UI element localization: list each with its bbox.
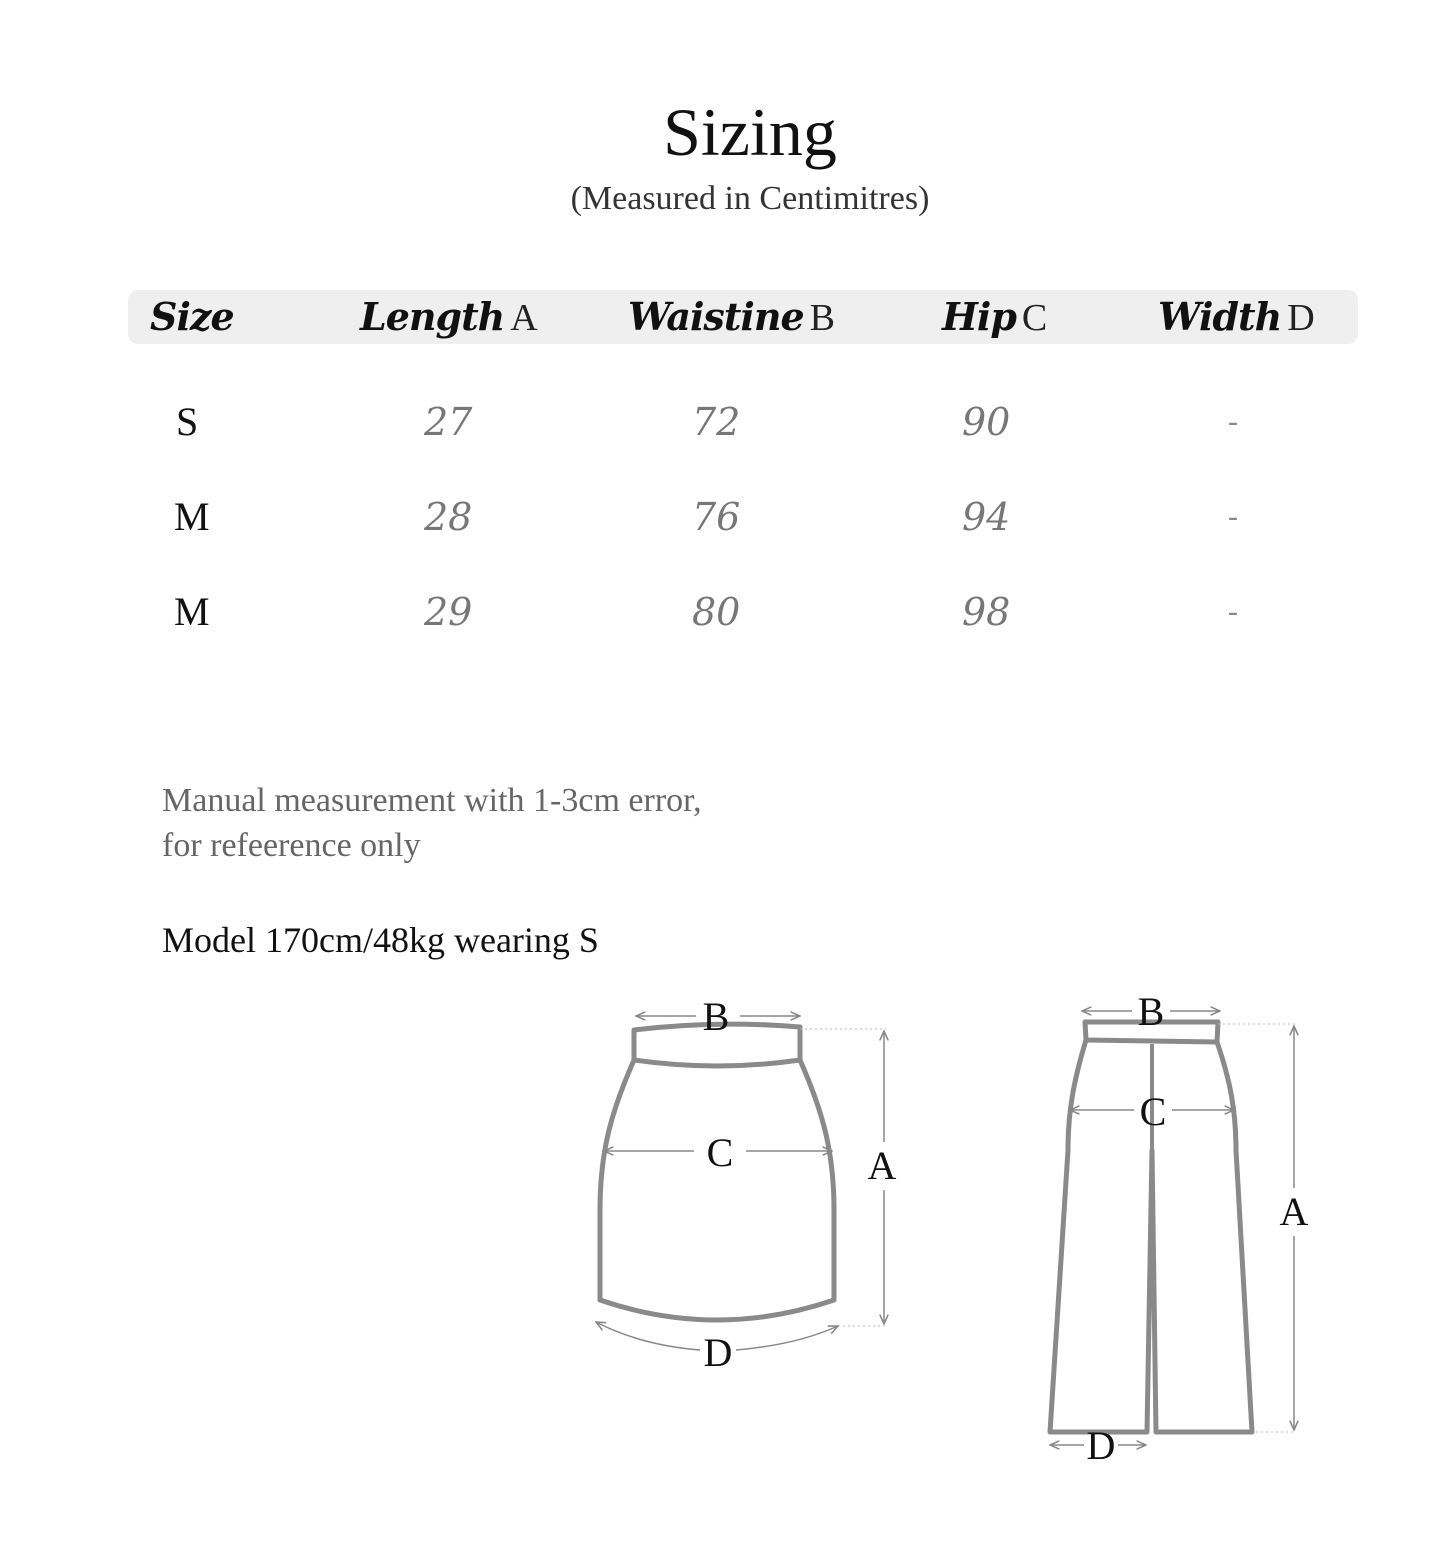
width-cell: - bbox=[1228, 500, 1238, 533]
waist-cell: 76 bbox=[692, 495, 741, 539]
model-info: Model 170cm/48kg wearing S bbox=[162, 920, 599, 960]
header-hip-letter: C bbox=[1021, 297, 1048, 339]
skirt-label-d: D bbox=[703, 1330, 733, 1375]
header-width-label: Width bbox=[1158, 294, 1282, 339]
width-cell: - bbox=[1228, 405, 1238, 438]
pants-label-b: B bbox=[1137, 989, 1165, 1034]
note-line-1: Manual measurement with 1-3cm error, bbox=[162, 782, 702, 819]
waist-cell: 80 bbox=[692, 590, 741, 634]
length-cell: 27 bbox=[424, 400, 473, 444]
hip-cell: 98 bbox=[962, 590, 1011, 634]
skirt-diagram bbox=[596, 994, 897, 1375]
size-cell: M bbox=[174, 589, 210, 634]
length-cell: 28 bbox=[424, 495, 473, 539]
header-hip-label: Hip bbox=[942, 294, 1016, 339]
width-cell: - bbox=[1228, 595, 1238, 628]
skirt-label-c: C bbox=[706, 1130, 734, 1175]
waist-cell: 72 bbox=[692, 400, 741, 444]
pants-label-a: A bbox=[1279, 1189, 1309, 1234]
page-subtitle: (Measured in Centimitres) bbox=[570, 180, 930, 217]
pants-label-d: D bbox=[1086, 1423, 1116, 1468]
skirt-label-a: A bbox=[867, 1143, 897, 1188]
length-cell: 29 bbox=[424, 590, 473, 634]
skirt-label-b: B bbox=[702, 994, 730, 1039]
header-length-label: Length bbox=[360, 294, 505, 339]
header-length-letter: A bbox=[510, 297, 538, 339]
size-cell: M bbox=[174, 494, 210, 539]
note-line-2: for refeerence only bbox=[162, 827, 421, 864]
pants-label-c: C bbox=[1139, 1089, 1167, 1134]
header-waist-label: Waistine bbox=[628, 294, 804, 339]
header-width-letter: D bbox=[1287, 297, 1315, 339]
header-size-label: Size bbox=[150, 294, 234, 339]
skirt-body bbox=[600, 1060, 834, 1320]
size-cell: S bbox=[176, 399, 199, 444]
hip-cell: 90 bbox=[962, 400, 1011, 444]
hip-cell: 94 bbox=[962, 495, 1011, 539]
pants-diagram bbox=[1050, 989, 1309, 1468]
page-title: Sizing bbox=[663, 94, 837, 170]
header-waist-letter: B bbox=[809, 297, 835, 339]
